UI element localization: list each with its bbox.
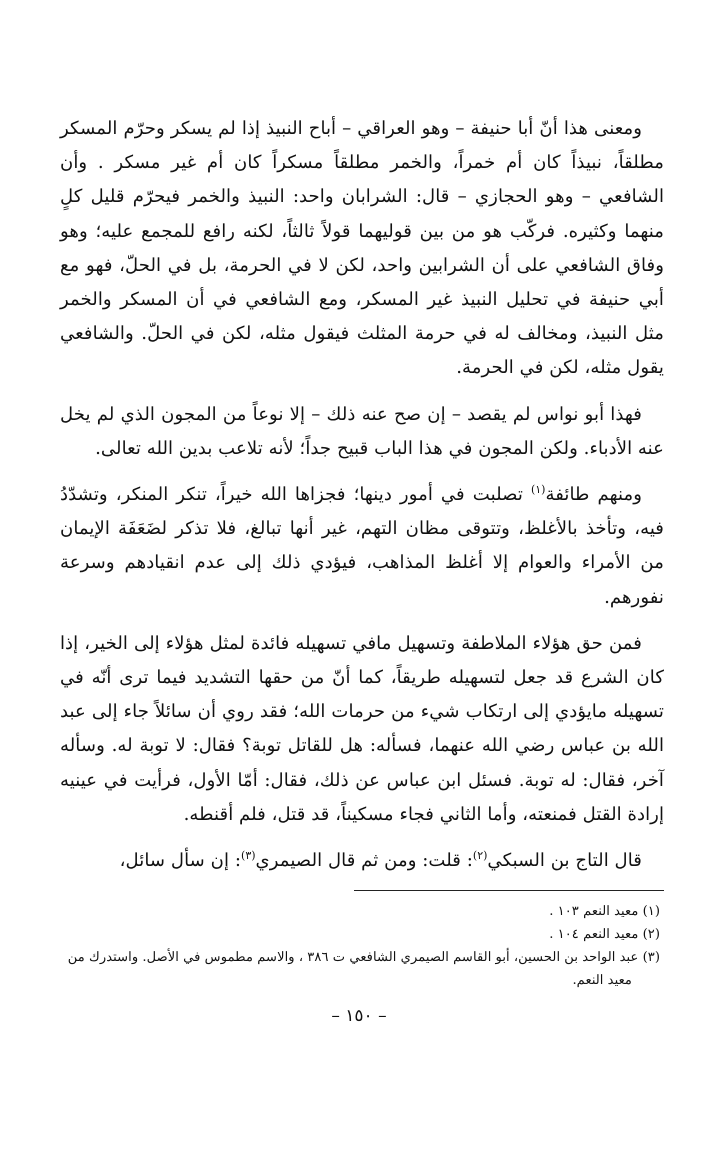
paragraph-5-start: قال التاج بن السبكي [487, 850, 642, 872]
footnotes [60, 900, 664, 992]
paragraph-3-rest: تصلبت في أمور دينها؛ فجزاها الله خيراً، تنكر المنكر، وتشدّدُ فيه، وتأخذ بالأغلظ، وتتوقى مظان التهم، غير أنها تبالغ، فلا تذكر لضَعَفَة الإيمان من الأمراء والعوام إلا أغلظ المذاهب، فيؤدي ذلك إلى عدم انقيادهم وسرعة نفورهم. [60, 484, 664, 608]
main-text [60, 112, 664, 890]
paragraph-5-middle: : قلت: ومن ثم قال الصيمري [255, 850, 473, 872]
footnote-2: (٢) معيد النعم ١٠٤ . [549, 927, 660, 942]
footnote-1: (١) معيد النعم ١٠٣ . [549, 904, 660, 919]
footnote-ref-1: (١) [530, 482, 546, 496]
paragraph-3 [60, 478, 664, 615]
footnote-3-line-2: معيد النعم. [572, 973, 632, 988]
footnote-3 [60, 946, 664, 992]
paragraph-3-start: ومنهم طائفة [545, 484, 642, 506]
paragraph-5-end: : إن سأل سائل، [119, 850, 242, 872]
page-number: – ١٥٠ – [331, 1006, 387, 1026]
footnote-ref-2: (٢) [472, 849, 488, 862]
paragraph-2: فهذا أبو نواس لم يقصد – إن صح عنه ذلك – إلا نوعاً من المجون الذي لم يخل عنه الأدباء. ولكن المجون في هذا الباب قبيح جداً؛ لأنه تلاعب بدين الله تعالى. [60, 403, 664, 459]
paragraph-1: ومعنى هذا أنّ أبا حنيفة – وهو العراقي – أباح النبيذ إذا لم يسكر وحرّم المسكر مطلقاً، نبيذاً كان أم خمراً، والخمر مطلقاً مسكراً كان أم غير مسكر . وأن الشافعي – وهو الحجازي – قال: الشرابان واحد: النبيذ والخمر فيحرّم قليل كلٍ منهما وكثيره. فركّب هو من بين قوليهما قولاً ثالثاً، لكنه رافع للمجمع عليه؛ وهو وفاق الشافعي على أن الشرابين واحد، لكن لا في الحرمة، بل في الحلّ، فهو مع أبي حنيفة في تحليل النبيذ غير المسكر، ومع الشافعي في أن المسكر والخمر مثل النبيذ، ومخالف له في حرمة المثلث فيقول مثله، لكن في الحلّ. والشافعي يقول مثله، لكن في الحرمة. [60, 118, 664, 379]
paragraph-4: فمن حق هؤلاء الملاطفة وتسهيل مافي تسهيله فائدة لمثل هؤلاء إلى الخير، إذا كان الشرع قد جعل لتسهيله طريقاً، كما أنّ من حقها التشديد فيما ترى أنّه في تسهيله مايؤدي إلى ارتكاب شيء من حرمات الله؛ فقد روي أن سائلاً جاء إلى عبد الله بن عباس رضي الله عنهما، فسأله: هل للقاتل توبة؟ فقال: لا توبة له. وسأله آخر، فقال: له توبة. فسئل ابن عباس عن ذلك، فقال: أمّا الأول، فرأيت في عينيه إرادة القتل فمنعته، وأما الثاني فجاء مسكيناً، قد قتل، فلم أقنطه. [60, 632, 664, 825]
footnote-separator [354, 890, 664, 891]
footnote-3-line-1: (٣) عبد الواحد بن الحسين، أبو القاسم الصيمري الشافعي ت ٣٨٦ ، والاسم مطموس في الأصل. واستدرك من [67, 950, 660, 965]
footnote-ref-3: (٣) [241, 849, 256, 862]
paragraph-5 [60, 844, 664, 878]
